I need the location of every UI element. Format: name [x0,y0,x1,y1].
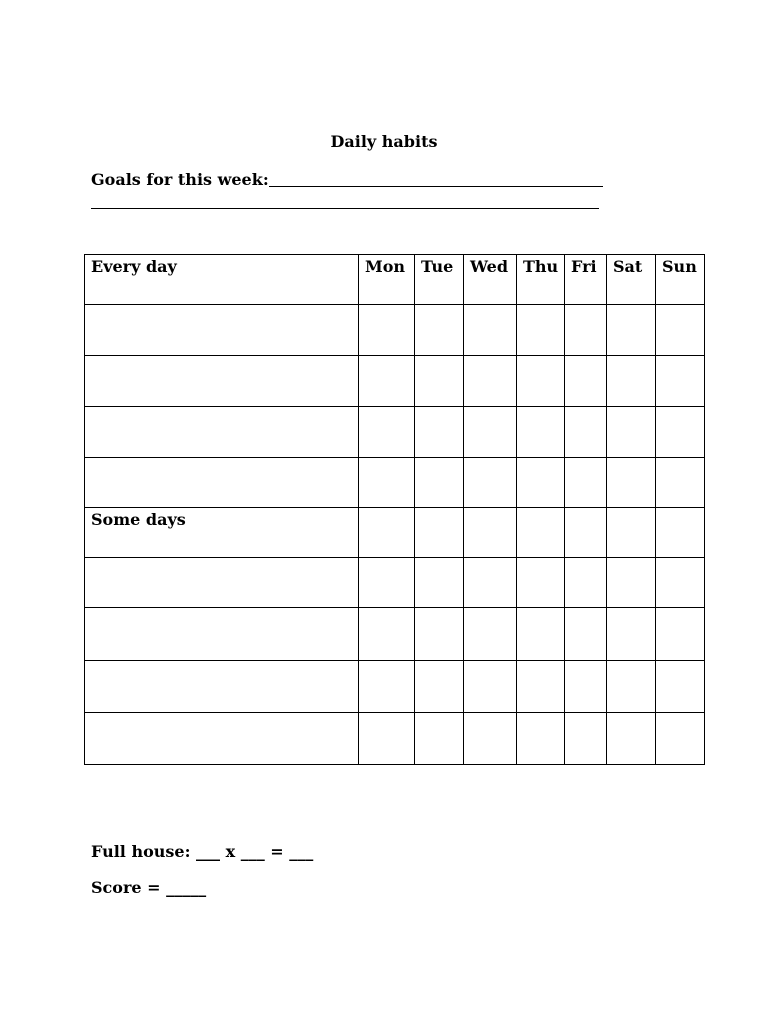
check-cell[interactable] [359,407,415,458]
check-cell[interactable] [656,458,705,508]
check-cell[interactable] [517,356,565,407]
check-cell[interactable] [656,661,705,713]
habit-cell[interactable] [85,458,359,508]
habit-tracker-table [84,254,705,765]
check-cell[interactable] [415,713,464,765]
check-cell[interactable] [656,713,705,765]
table-row [85,407,705,458]
header-day-label: Tue [421,257,454,276]
full-house-formula: Full house: ___ x ___ = ___ [91,842,314,861]
header-day-label: Sun [662,257,697,276]
check-cell[interactable] [656,407,705,458]
check-cell[interactable] [656,508,705,558]
check-cell[interactable] [656,305,705,356]
habit-cell[interactable] [85,713,359,765]
check-cell[interactable] [565,661,607,713]
check-cell[interactable] [517,407,565,458]
header-cell-sun [656,255,705,305]
header-cell-every-day [85,255,359,305]
check-cell[interactable] [565,458,607,508]
table-row [85,608,705,661]
check-cell[interactable] [656,558,705,608]
check-cell[interactable] [464,661,517,713]
check-cell[interactable] [415,558,464,608]
habit-cell[interactable] [85,661,359,713]
check-cell[interactable] [415,608,464,661]
check-cell[interactable] [517,713,565,765]
check-cell[interactable] [359,713,415,765]
check-cell[interactable] [565,713,607,765]
table-row [85,305,705,356]
goals-blank-line-2[interactable] [91,208,599,209]
habit-cell[interactable] [85,356,359,407]
check-cell[interactable] [464,508,517,558]
check-cell[interactable] [464,407,517,458]
section-row-some-days [85,508,705,558]
header-cell-wed [464,255,517,305]
check-cell[interactable] [607,407,656,458]
check-cell[interactable] [359,356,415,407]
check-cell[interactable] [656,608,705,661]
check-cell[interactable] [464,608,517,661]
check-cell[interactable] [464,558,517,608]
check-cell[interactable] [565,356,607,407]
check-cell[interactable] [517,508,565,558]
habit-cell[interactable] [85,558,359,608]
header-day-label: Mon [365,257,406,276]
check-cell[interactable] [464,305,517,356]
check-cell[interactable] [517,305,565,356]
check-cell[interactable] [607,305,656,356]
check-cell[interactable] [359,558,415,608]
check-cell[interactable] [415,356,464,407]
check-cell[interactable] [415,407,464,458]
check-cell[interactable] [565,558,607,608]
check-cell[interactable] [415,305,464,356]
check-cell[interactable] [607,458,656,508]
section-some-days-label: Some days [91,510,186,529]
header-cell-sat [607,255,656,305]
check-cell[interactable] [607,608,656,661]
check-cell[interactable] [517,661,565,713]
goals-label: Goals for this week: [91,170,269,189]
check-cell[interactable] [464,458,517,508]
score-line: Score = _____ [91,878,207,897]
table-row [85,356,705,407]
check-cell[interactable] [359,458,415,508]
check-cell[interactable] [607,508,656,558]
goals-row [91,169,603,191]
header-cell-tue [415,255,464,305]
page-title: Daily habits [330,132,438,151]
check-cell[interactable] [517,558,565,608]
header-day-label: Thu [523,257,559,276]
check-cell[interactable] [607,713,656,765]
check-cell[interactable] [565,608,607,661]
table-row [85,661,705,713]
check-cell[interactable] [415,458,464,508]
header-cell-thu [517,255,565,305]
check-cell[interactable] [359,508,415,558]
check-cell[interactable] [565,305,607,356]
table-row [85,713,705,765]
header-cell-fri [565,255,607,305]
header-day-label: Wed [470,257,509,276]
check-cell[interactable] [607,356,656,407]
header-day-label: Fri [571,257,597,276]
table-row [85,458,705,508]
check-cell[interactable] [359,608,415,661]
habit-cell[interactable] [85,305,359,356]
check-cell[interactable] [415,508,464,558]
check-cell[interactable] [607,661,656,713]
section-cell-some-days [85,508,359,558]
header-cell-mon [359,255,415,305]
check-cell[interactable] [517,458,565,508]
check-cell[interactable] [359,305,415,356]
check-cell[interactable] [415,661,464,713]
header-day-label: Sat [613,257,643,276]
habit-cell[interactable] [85,608,359,661]
check-cell[interactable] [565,508,607,558]
header-every-day-label: Every day [91,257,177,276]
check-cell[interactable] [607,558,656,608]
check-cell[interactable] [565,407,607,458]
check-cell[interactable] [517,608,565,661]
check-cell[interactable] [656,356,705,407]
check-cell[interactable] [464,713,517,765]
table-header-row [85,255,705,305]
check-cell[interactable] [464,356,517,407]
table-row [85,558,705,608]
check-cell[interactable] [359,661,415,713]
habit-cell[interactable] [85,407,359,458]
goals-blank-line-1[interactable] [269,186,603,187]
